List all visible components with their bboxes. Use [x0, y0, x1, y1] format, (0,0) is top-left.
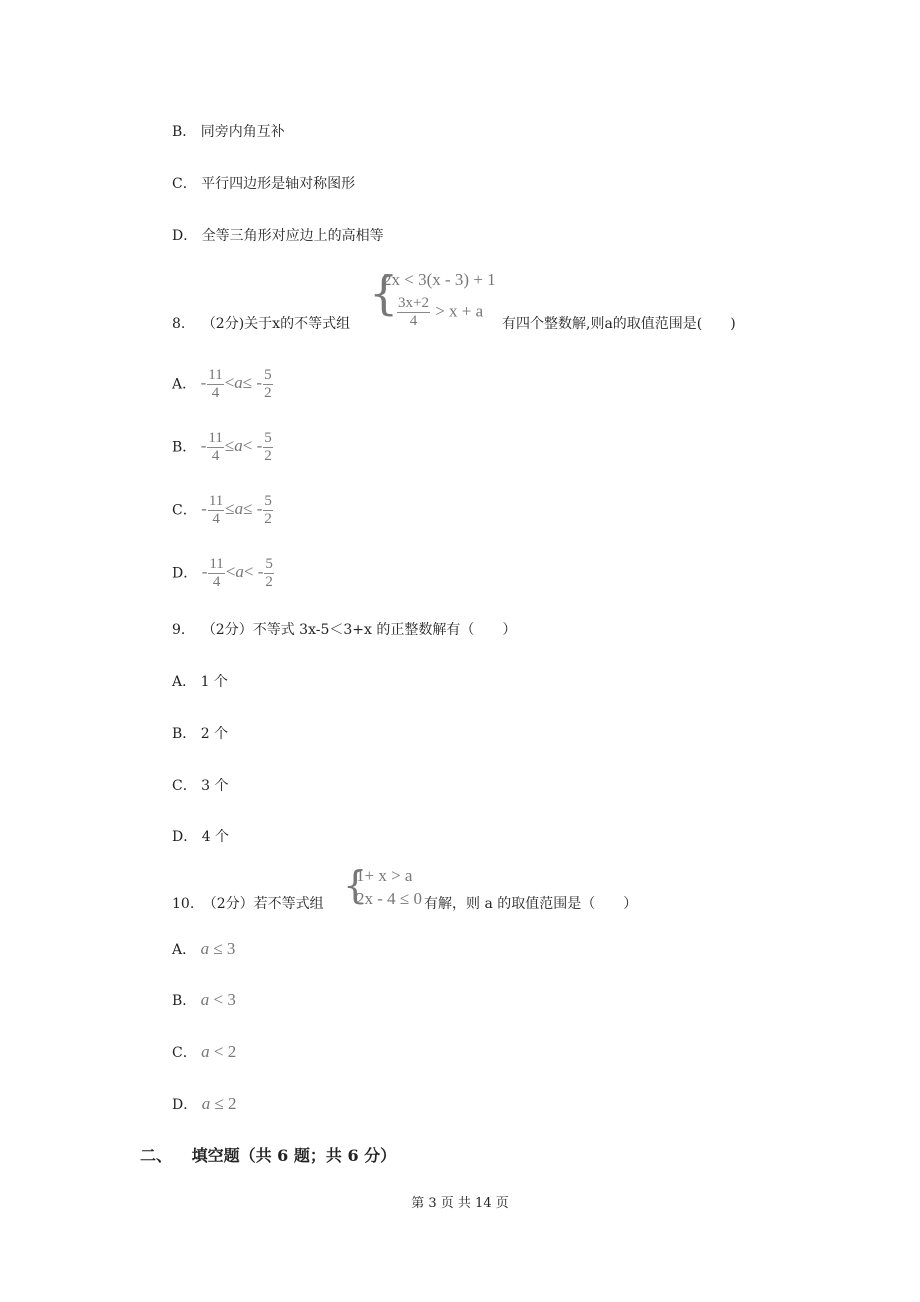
- question-prefix: （2分）若不等式组: [202, 896, 324, 912]
- question-prefix: （2分)关于x的不等式组: [201, 316, 351, 332]
- denominator: 4: [409, 313, 418, 329]
- option-math: [201, 990, 236, 1009]
- relation: <: [242, 436, 253, 456]
- left-brace: {: [343, 863, 368, 907]
- variable: a: [200, 990, 210, 1009]
- option-letter: B．: [172, 993, 197, 1009]
- option-math: - $\frac{11}{4}$ <a≤ - $\frac{5}{2}$: [200, 367, 272, 401]
- q8-option-c: [172, 494, 274, 527]
- q8-stem: [172, 313, 350, 333]
- q7-option-c: [172, 173, 355, 193]
- question-number: 10.: [172, 896, 195, 912]
- q8-option-d: [172, 557, 275, 590]
- q9-stem: [172, 619, 516, 639]
- numerator: 11: [208, 430, 223, 446]
- numerator: 5: [264, 367, 272, 383]
- q7-option-b: [172, 121, 285, 141]
- option-math: [201, 939, 236, 958]
- numerator: 5: [264, 430, 272, 446]
- q10-option-c: [172, 1042, 236, 1062]
- option-letter: C．: [172, 1045, 197, 1061]
- option-letter: D．: [172, 1097, 198, 1113]
- q9-option-d: [172, 826, 229, 846]
- page-footer: 第 3 页 共 14 页: [411, 1196, 509, 1211]
- denominator: 4: [211, 448, 220, 464]
- denominator: 2: [265, 574, 273, 590]
- option-letter: A．: [172, 376, 197, 393]
- option-letter: B．: [172, 726, 197, 742]
- q10-system-line1: 1+ x > a: [356, 866, 413, 885]
- relation: <: [213, 990, 224, 1009]
- denominator: 4: [212, 574, 221, 590]
- relation: ≤: [214, 1094, 224, 1113]
- q8-suffix: 有四个整数解,则a的取值范围是( ): [502, 316, 736, 332]
- value: 2: [228, 1094, 237, 1113]
- q10-option-b: [172, 990, 236, 1010]
- numerator: 5: [265, 556, 273, 572]
- option-text: 3 个: [201, 778, 229, 794]
- relation: <: [225, 562, 236, 582]
- denominator: 4: [211, 385, 220, 401]
- q10-option-d: [172, 1094, 237, 1114]
- option-math: [202, 1094, 237, 1113]
- section-title: 填空题（共 6 题；共 6 分）: [191, 1146, 397, 1165]
- option-letter: B．: [172, 124, 197, 140]
- numerator: 3x+2: [398, 295, 429, 311]
- denominator: 2: [264, 385, 272, 401]
- option-text: 全等三角形对应边上的高相等: [201, 228, 384, 244]
- question-number: 9.: [172, 622, 186, 638]
- option-letter: D．: [172, 829, 198, 845]
- variable: a: [201, 1094, 211, 1113]
- option-letter: D．: [172, 565, 198, 582]
- relation: <: [213, 1042, 224, 1061]
- option-math: - $\frac{11}{4}$ ≤a< - $\frac{5}{2}$: [200, 430, 272, 464]
- q10-stem: [172, 893, 324, 913]
- option-letter: C．: [172, 502, 197, 519]
- q8-system-line1: 2x < 3(x - 3) + 1: [383, 270, 496, 289]
- option-letter: B．: [172, 439, 197, 456]
- q9-option-c: [172, 775, 229, 795]
- q8-option-b: [172, 431, 274, 464]
- relation: ≤: [243, 499, 253, 519]
- fraction: [397, 296, 430, 329]
- denominator: 2: [264, 511, 272, 527]
- denominator: 4: [212, 511, 220, 527]
- section-number: 二、: [140, 1146, 173, 1165]
- option-letter: C．: [172, 778, 197, 794]
- option-letter: D．: [172, 228, 198, 244]
- relation: ≤: [213, 939, 223, 958]
- option-math: - $\frac{11}{4}$ <a< - $\frac{5}{2}$: [201, 556, 273, 590]
- numerator: 11: [209, 556, 224, 572]
- relation: <: [243, 562, 254, 582]
- option-math: [201, 1042, 236, 1061]
- option-text: 4 个: [201, 829, 230, 845]
- numerator: 11: [208, 367, 223, 383]
- option-math: - $\frac{11}{4}$ ≤a≤ - $\frac{5}{2}$: [201, 493, 272, 527]
- value: 3: [227, 990, 236, 1009]
- q10-option-a: [172, 939, 235, 959]
- relation: ≤: [225, 499, 235, 519]
- value: 2: [227, 1042, 237, 1061]
- option-text: 同旁内角互补: [200, 124, 285, 140]
- numerator: 11: [208, 493, 224, 509]
- relation: ≤: [242, 373, 253, 393]
- relation: ≤: [224, 436, 235, 456]
- q10-suffix: 有解，则 a 的取值范围是（ ）: [424, 896, 638, 912]
- option-text: 平行四边形是轴对称图形: [201, 176, 356, 192]
- q10-system-line2: 2x - 4 ≤ 0: [356, 889, 422, 908]
- option-text: 1 个: [200, 674, 228, 690]
- q9-option-b: [172, 723, 228, 743]
- question-text: （2分）不等式 3x-5＜3+x 的正整数解有（ ）: [201, 622, 517, 638]
- numerator: 5: [264, 493, 272, 509]
- relation: <: [224, 373, 235, 393]
- question-number: 8.: [172, 316, 186, 332]
- value: 3: [226, 939, 236, 958]
- q8-option-a: [172, 368, 274, 401]
- option-text: 2 个: [200, 726, 229, 742]
- left-brace: {: [369, 266, 399, 320]
- denominator: 2: [264, 448, 272, 464]
- q9-option-a: [172, 671, 228, 691]
- option-letter: A．: [172, 942, 197, 958]
- inequality-rest: > x + a: [435, 301, 484, 321]
- option-letter: C．: [172, 176, 197, 192]
- variable: a: [201, 1042, 210, 1061]
- section-heading: [140, 1143, 396, 1166]
- option-letter: A．: [172, 674, 197, 690]
- variable: a: [200, 939, 210, 958]
- q7-option-d: [172, 225, 384, 245]
- q8-system-line2: [396, 296, 483, 329]
